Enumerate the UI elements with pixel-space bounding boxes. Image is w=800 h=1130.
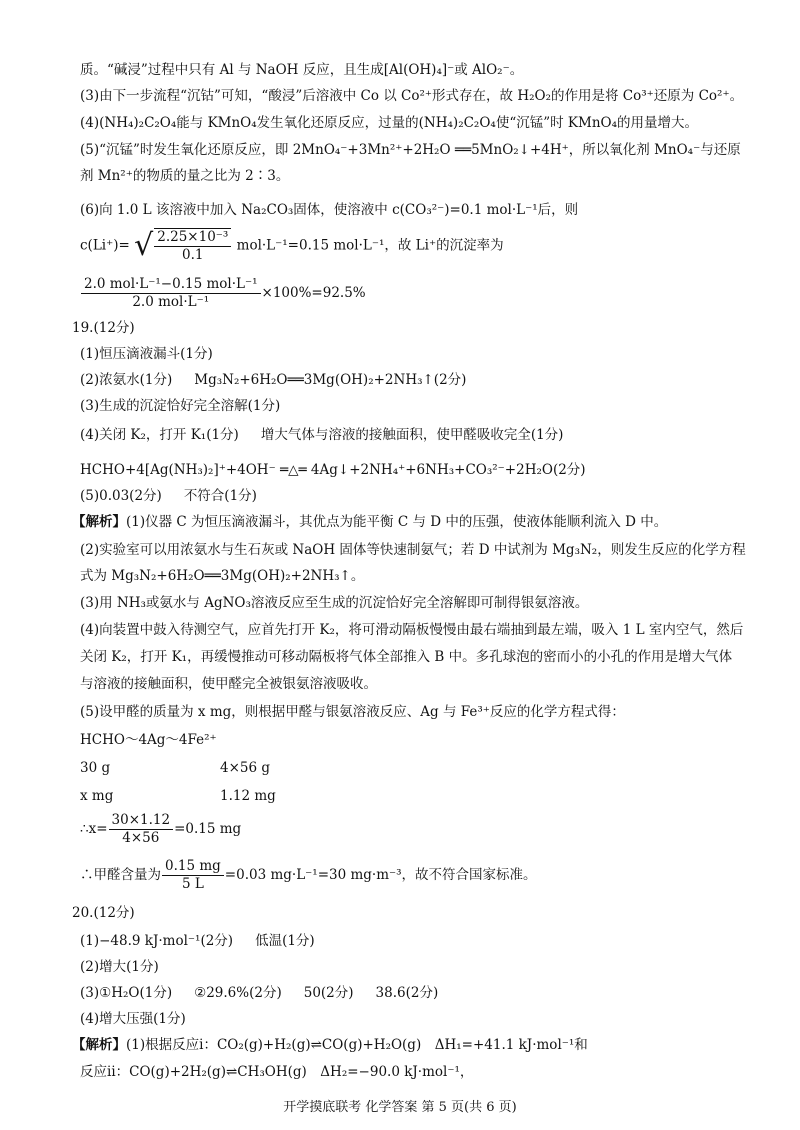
explanation-label: 【解析】 [72, 1037, 126, 1053]
q20-answer-1 [80, 931, 315, 951]
q20-answer-4: (4)增大压强(1分) [80, 1011, 186, 1027]
relation-cell: 1.12 mg [220, 788, 276, 804]
fraction-denominator: 0.1 [182, 247, 204, 263]
answer-part: (2)浓氨水(1分) [80, 372, 173, 388]
eq-lhs: ∴甲醛含量为 [80, 867, 161, 883]
answer-part: (3)①H₂O(1分) [80, 985, 173, 1001]
eq-lhs: ∴x= [80, 821, 108, 837]
fraction-numerator: 30×1.12 [109, 812, 174, 830]
explanation-text: (1)根据反应ⅰ：CO₂(g)+H₂(g)⇌CO(g)+H₂O(g) ΔH₁=+41.1 kJ·mol⁻¹和 [126, 1037, 588, 1053]
q19-answer-2 [80, 370, 466, 390]
answer-part: 38.6(2分) [375, 985, 439, 1001]
fraction-denominator: 4×56 [122, 830, 160, 846]
eq-rhs: ×100%=92.5% [261, 285, 366, 301]
q20-header: 20.(12分) [72, 905, 135, 921]
answer-part: 低温(1分) [255, 933, 315, 949]
q19-answer-5 [80, 486, 257, 506]
x-calculation [80, 812, 241, 847]
explanation-label: 【解析】 [72, 514, 126, 530]
q19-explanation-4a: (4)向装置中鼓入待测空气，应首先打开 K₂，将可滑动隔板慢慢由最右端抽到最左端，吸入 1 L 室内空气，然后 [80, 622, 744, 638]
fraction-numerator: 2.0 mol·L⁻¹−0.15 mol·L⁻¹ [81, 276, 261, 294]
eq-rhs: mol·L⁻¹=0.15 mol·L⁻¹，故 Li⁺的沉淀率为 [236, 237, 504, 254]
eq-rhs: =0.15 mg [174, 821, 242, 837]
li-concentration-equation [80, 228, 504, 264]
q19-header: 19.(12分) [72, 320, 135, 336]
text-line: (5)“沉锰”时发生氧化还原反应，即 2MnO₄⁻+3Mn²⁺+2H₂O ══5MnO₂↓+4H⁺，所以氧化剂 MnO₄⁻与还原 [80, 142, 741, 158]
relation-cell: 30 g [80, 760, 111, 776]
text-line: 剂 Mn²⁺的物质的量之比为 2∶3。 [80, 168, 290, 184]
sqrt: √ $\frac{\text{2.25×10⁻³}}{0.1}$ [134, 228, 232, 264]
fraction-numerator: 0.15 mg [162, 858, 224, 876]
fraction-denominator: 2.0 mol·L⁻¹ [132, 294, 210, 310]
q19-explanation-3: (3)用 NH₃或氨水与 AgNO₃溶液反应至生成的沉淀恰好完全溶解即可制得银氨溶液。 [80, 595, 589, 611]
q19-answer-4-equation: HCHO+4[Ag(NH₃)₂]⁺+4OH⁻ ═△═ 4Ag↓+2NH₄⁺+6NH₃+CO₃²⁻+2H₂O(2分) [80, 462, 586, 478]
answer-part: (5)0.03(2分) [80, 488, 162, 504]
fraction [109, 812, 174, 847]
text-line: 质。“碱浸”过程中只有 Al 与 NaOH 反应，且生成[Al(OH)₄]⁻或 AlO₂⁻。 [80, 62, 524, 78]
q20-explanation-2: 反应ⅱ：CO(g)+2H₂(g)⇌CH₃OH(g) ΔH₂=−90.0 kJ·mol⁻¹， [80, 1064, 474, 1080]
q19-answer-4 [80, 425, 563, 445]
relation-cell: 4×56 g [220, 760, 271, 776]
text-line: (4)(NH₄)₂C₂O₄能与 KMnO₄发生氧化还原反应，过量的(NH₄)₂C₂O₄使“沉锰”时 KMnO₄的用量增大。 [80, 115, 698, 131]
page-footer: 开学摸底联考 化学答案 第 5 页(共 6 页) [283, 1100, 517, 1115]
relation-cell: x mg [80, 788, 114, 804]
q19-answer-1: (1)恒压滴液漏斗(1分) [80, 346, 213, 362]
explanation-text: (1)仪器 C 为恒压滴液漏斗，其优点为能平衡 C 与 D 中的压强，使液体能顺利流入 D 中。 [126, 514, 668, 530]
answer-part: 50(2分) [303, 985, 354, 1001]
precipitation-rate-equation [80, 276, 366, 311]
fraction [162, 858, 224, 893]
fraction-numerator: 2.25×10⁻³ [154, 229, 231, 247]
q20-explanation-1 [72, 1035, 588, 1055]
text-line: (6)向 1.0 L 该溶液中加入 Na₂CO₃固体，使溶液中 c(CO₃²⁻)=0.1 mol·L⁻¹后，则 [80, 202, 579, 218]
q19-explanation-2a: (2)实验室可以用浓氨水与生石灰或 NaOH 固体等快速制氨气；若 D 中试剂为 Mg₃N₂，则发生反应的化学方程 [80, 542, 746, 558]
content-calculation [80, 858, 537, 893]
relation-row [80, 786, 276, 806]
q20-answer-3 [80, 983, 438, 1003]
fraction [81, 276, 261, 311]
answer-part: (1)−48.9 kJ·mol⁻¹(2分) [80, 933, 234, 949]
q19-explanation-4c: 与溶液的接触面积，使甲醛完全被银氨溶液吸收。 [80, 676, 377, 692]
relation-row [80, 758, 270, 778]
eq-lhs: c(Li⁺)= [80, 237, 130, 254]
q19-answer-3: (3)生成的沉淀恰好完全溶解(1分) [80, 398, 281, 414]
q20-answer-2: (2)增大(1分) [80, 959, 159, 975]
q19-explanation-4b: 关闭 K₂，打开 K₁，再缓慢推动可移动隔板将气体全部推入 B 中。多孔球泡的密而小的小孔的作用是增大气体 [80, 649, 733, 665]
answer-part: 增大气体与溶液的接触面积，使甲醛吸收完全(1分) [260, 427, 564, 443]
answer-part: 不符合(1分) [183, 488, 257, 504]
q19-explanation-2b: 式为 Mg₃N₂+6H₂O══3Mg(OH)₂+2NH₃↑。 [80, 568, 365, 584]
answer-part: (4)关闭 K₂，打开 K₁(1分) [80, 427, 239, 443]
fraction-denominator: 5 L [181, 876, 204, 892]
stoichiometric-relation: HCHO～4Ag～4Fe²⁺ [80, 732, 217, 748]
q19-explanation-5: (5)设甲醛的质量为 x mg，则根据甲醛与银氨溶液反应、Ag 与 Fe³⁺反应的化学方程式得： [80, 704, 625, 720]
answer-part: Mg₃N₂+6H₂O══3Mg(OH)₂+2NH₃↑(2分) [194, 372, 467, 388]
eq-rhs: =0.03 mg·L⁻¹=30 mg·m⁻³，故不符合国家标准。 [224, 867, 537, 883]
answer-part: ②29.6%(2分) [194, 985, 282, 1001]
q19-explanation-1 [72, 512, 667, 532]
text-line: (3)由下一步流程“沉钴”可知，“酸浸”后溶液中 Co 以 Co²⁺形式存在，故 H₂O₂的作用是将 Co³⁺还原为 Co²⁺。 [80, 88, 744, 104]
